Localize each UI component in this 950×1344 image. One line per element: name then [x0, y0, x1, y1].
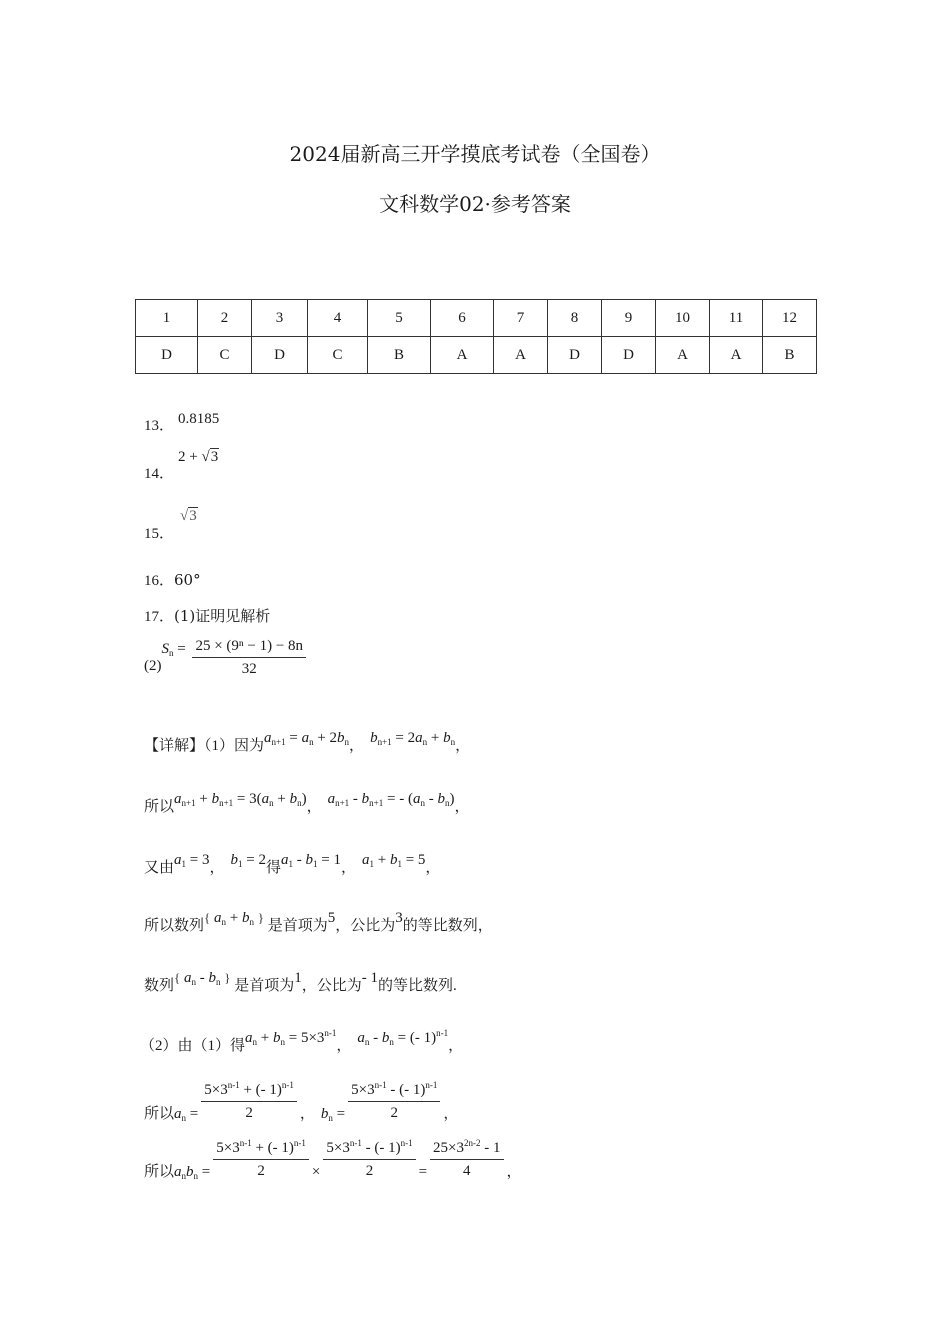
q15-answer [180, 508, 198, 525]
fraction: $\frac{5\times 3^{n-1} + (- 1)^{n-1}}{2}$ [213, 1138, 309, 1180]
q14-radicand: 3 [210, 449, 219, 465]
answer-table-question-row [136, 300, 817, 337]
answer-table [135, 299, 817, 374]
fraction: $\frac{5\times 3^{n-1} - (- 1)^{n-1}}{2}$ [348, 1080, 440, 1122]
q15-radicand: 3 [189, 508, 197, 524]
common-ratio: - 1 [361, 970, 379, 986]
solution-text: 又由 [144, 860, 175, 876]
document-subtitle: 文科数学02·参考答案 [379, 192, 571, 216]
equation: $a_n - b_n$ = (- 1)$^{n-1}$ [357, 1028, 449, 1047]
sum-symbol: S [161, 641, 169, 658]
fraction: $\frac{25\times 3^{2n-2} - 1}{4}$ [430, 1138, 503, 1180]
solution-line-1: 【详解】（1）因为$a_{n+1} = a_n + 2b_n$， $b_{n+1} = 2a_n + b_n$， [144, 730, 471, 754]
q17-part2-label: (2) [144, 658, 162, 675]
solution-text: 的等比数列， [402, 918, 493, 934]
solution-heading: 【详解】 [144, 738, 205, 754]
solution-text: 的等比数列. [378, 978, 457, 994]
solution-text: （2）由（1）得 [140, 1038, 246, 1054]
equation: $a_n + b_n = 5\times 3^{n-1}$ [245, 1028, 337, 1047]
q15-label: 15． [144, 526, 175, 542]
q16-answer: 60° [174, 571, 201, 589]
equation: $a_nb_n$ = [174, 1164, 211, 1182]
table-cell: 3 [252, 300, 308, 337]
solution-text: 所以 [144, 1164, 175, 1181]
table-cell: C [308, 337, 368, 374]
equation: $a_1 + b_1 = 5$ [361, 852, 426, 869]
equation: $a_{n+1} = a_n + 2b_n$ [264, 730, 350, 747]
sqrt-symbol: √3 [201, 449, 219, 465]
q15-line [144, 522, 174, 543]
equation: $a_n$ = [174, 1106, 199, 1124]
first-term: 1 [294, 970, 302, 986]
table-cell: D [252, 337, 308, 374]
solution-line-5 [144, 970, 457, 995]
solution-text: 是首项为 [267, 918, 328, 934]
q14-line [144, 462, 174, 483]
equation: $a_1 - b_1 = 1$ [280, 852, 341, 869]
sqrt-symbol: √3 [180, 508, 197, 524]
fraction: $\frac{5\times 3^{n-1} + (- 1)^{n-1}}{2}$ [201, 1080, 297, 1122]
table-cell: 7 [494, 300, 548, 337]
table-cell: 1 [136, 300, 198, 337]
table-cell: 8 [548, 300, 602, 337]
equation: $a_1 = 3$ [174, 852, 210, 869]
table-cell: B [368, 337, 431, 374]
q16-line [144, 569, 201, 590]
q17-part2: $(2)S_n$ = $\frac{\text{25 × (9ⁿ − 1) − 8n}}{32}$ [144, 638, 309, 678]
equation: $b_n$ = [320, 1106, 346, 1124]
table-cell: 9 [602, 300, 656, 337]
q16-label: 16． [144, 573, 175, 589]
q13-label: 13． [144, 418, 175, 434]
solution-line-3: 又由$a_1 = 3$， $b_1 = 2$得$a_1 - b_1 = 1$， $a_1 + b_1 = 5$， [144, 852, 441, 876]
equation: $b_1 = 2$ [230, 852, 266, 869]
table-cell: A [656, 337, 710, 374]
solution-line-2: 所以$a_{n+1} + b_{n+1} = 3(a_n + b_n)$， $a_{n+1} - b_{n+1}$ = - $(a_n - b_n)$， [144, 791, 470, 815]
solution-line-6: （2）由（1）得$a_n + b_n = 5\times 3^{n-1}$， $a_n - b_n$ = (- 1)$^{n-1}$， [140, 1028, 464, 1054]
table-cell: 11 [710, 300, 763, 337]
sequence-set: { $a_n + b_n$ } [204, 910, 264, 927]
answer-table-answer-row [136, 337, 817, 374]
q17-label: 17． [144, 609, 175, 625]
table-cell: D [548, 337, 602, 374]
fraction: $\frac{5\times 3^{n-1} - (- 1)^{n-1}}{2}$ [323, 1138, 415, 1180]
sequence-set: { $a_n - b_n$ } [174, 970, 231, 987]
solution-line-7: 所以$a_n$ = $\frac{5\times 3^{n-1} + (- 1)^{n-1}}{2}$ ， $b_n$ = $\frac{5\times 3^{n-1} - (- 1)^{n-1}}{2}$ ， [144, 1080, 459, 1124]
solution-text: 是首项为 [234, 978, 295, 994]
q17-line [144, 605, 270, 626]
q13-answer: 0.8185 [178, 411, 220, 427]
common-ratio: 3 [395, 910, 403, 926]
table-cell: 6 [431, 300, 494, 337]
solution-text: ，公比为 [301, 978, 362, 994]
q14-label: 14． [144, 466, 175, 482]
equation: $b_{n+1} = 2a_n + b_n$ [370, 730, 456, 747]
table-cell: C [198, 337, 252, 374]
first-term: 5 [327, 910, 336, 926]
q14-answer [178, 449, 219, 466]
q14-answer-prefix: 2 + [178, 449, 202, 465]
solution-text: （1）因为 [204, 738, 265, 754]
solution-text: 所以 [144, 1106, 175, 1123]
equation: $a_{n+1} - b_{n+1}$ = - $(a_n - b_n)$ [327, 791, 455, 808]
table-cell: B [763, 337, 817, 374]
solution-line-8: 所以$a_nb_n$ = $\frac{5\times 3^{n-1} + (- 1)^{n-1}}{2}$ × $\frac{5\times 3^{n-1} - (- 1)^{n-1}}{2}$ = $\frac{25\times 3^{2n-2} - 1}{4}$ ， [144, 1138, 522, 1182]
solution-text: 得 [265, 860, 281, 876]
q17-denominator: 32 [241, 661, 257, 677]
q17-numerator: 25 × (9ⁿ − 1) − 8n [192, 638, 306, 658]
table-cell: A [710, 337, 763, 374]
table-cell: 12 [763, 300, 817, 337]
q17-formula-fraction [192, 638, 306, 678]
equation: $a_{n+1} + b_{n+1} = 3(a_n + b_n)$ [174, 791, 307, 808]
subscript: n [169, 648, 174, 659]
solution-line-4 [144, 910, 493, 935]
q17-part1: (1)证明见解析 [174, 607, 271, 625]
solution-text: 所以 [144, 799, 175, 815]
table-cell: D [136, 337, 198, 374]
table-cell: 10 [656, 300, 710, 337]
solution-text: ，公比为 [335, 918, 396, 934]
table-cell: 4 [308, 300, 368, 337]
solution-text: 数列 [144, 978, 175, 994]
table-cell: 2 [198, 300, 252, 337]
table-cell: 5 [368, 300, 431, 337]
document-title: 2024届新高三开学摸底考试卷（全国卷） [289, 142, 661, 166]
solution-text: 所以数列 [144, 918, 205, 934]
table-cell: D [602, 337, 656, 374]
table-cell: A [431, 337, 494, 374]
q13-line [144, 414, 174, 435]
table-cell: A [494, 337, 548, 374]
